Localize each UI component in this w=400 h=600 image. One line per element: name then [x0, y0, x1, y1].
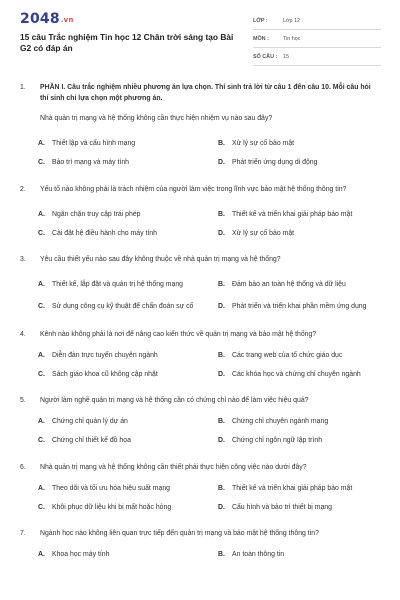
answer-option[interactable]	[218, 205, 390, 224]
answer-text: Chứng chỉ chuyên ngành mạng	[232, 418, 329, 425]
answer-letter: C.	[38, 229, 45, 237]
answer-option[interactable]	[218, 413, 390, 432]
answer-text: Phát triển và triển khai phần mềm ứng dụng	[232, 303, 367, 310]
answer-letter: A.	[38, 281, 45, 288]
meta-row-class	[253, 12, 381, 30]
document-header	[0, 0, 400, 70]
question-text	[20, 330, 380, 341]
answer-option[interactable]	[38, 276, 210, 295]
answer-letter: C.	[38, 437, 45, 444]
answer-letter: D.	[218, 159, 225, 166]
answer-options	[20, 546, 380, 565]
question-text	[20, 185, 380, 196]
answer-letter: C.	[38, 370, 45, 378]
answer-letter: B.	[218, 551, 225, 558]
answer-letter: A.	[38, 210, 45, 218]
question-text-content: Ngành học nào không liên quan trực tiếp đến quản trị mạng và bảo mật hệ thống thông tin?	[40, 530, 319, 537]
answer-options	[20, 479, 380, 517]
answer-letter: A.	[38, 551, 45, 558]
question-text-content: Kênh nào không phải là nơi để nâng cao kiến thức về quản trị mạng và bảo mật hệ thống?	[40, 330, 317, 338]
question-intro	[20, 83, 380, 104]
answer-text: Khoa học máy tính	[52, 551, 110, 558]
question-text	[20, 114, 380, 125]
section-instructions: PHẦN I. Câu trắc nghiệm nhiều phương án lựa chọn. Thí sinh trả lời từ câu 1 đến câu 10. Mỗi câu hỏi thí sinh chỉ lựa chọn một phương án.	[40, 84, 371, 102]
answer-option[interactable]	[38, 498, 210, 517]
answer-option[interactable]	[218, 365, 390, 384]
meta-key: LỚP :	[253, 17, 268, 24]
logo-suffix: .vn	[60, 16, 74, 24]
question-number: 2.	[20, 185, 26, 193]
question-number: 6.	[20, 463, 26, 471]
meta-value: 15	[283, 53, 289, 60]
question-text-content: Yếu tố nào không phải là trách nhiệm của người làm việc trong lĩnh vực bảo mật hệ thống thông tin?	[40, 185, 347, 193]
answer-text: Phát triển ứng dụng di động	[232, 159, 318, 166]
question-number: 7.	[20, 530, 26, 537]
answer-letter: D.	[218, 229, 225, 237]
answer-option[interactable]	[218, 432, 390, 451]
answer-option[interactable]	[38, 224, 210, 243]
question-number: 3.	[20, 256, 26, 263]
question-text-content: Người làm nghề quản trị mạng và hệ thống cần có chứng chỉ nào để làm việc hiệu quả?	[40, 397, 309, 404]
answer-options	[20, 135, 380, 173]
meta-value: Lớp 12	[283, 17, 301, 24]
question	[20, 463, 380, 518]
question	[20, 83, 380, 173]
answer-letter: C.	[38, 159, 45, 166]
answer-text: Xử lý sự cố bảo mật	[232, 229, 295, 237]
answer-options	[20, 205, 380, 243]
answer-letter: D.	[218, 437, 225, 444]
answer-letter: A.	[38, 140, 45, 147]
answer-option[interactable]	[38, 135, 210, 154]
answer-option[interactable]	[38, 479, 210, 498]
answer-options	[20, 413, 380, 451]
question-text-content: Yêu cầu thiết yếu nào sau đây không thuộc về nhà quản trị mạng và hệ thống?	[40, 256, 281, 263]
answer-option[interactable]	[38, 154, 210, 173]
meta-row-subject	[253, 30, 381, 48]
answer-option[interactable]	[218, 276, 390, 295]
answer-text: Chứng chỉ ngôn ngữ lập trình	[232, 437, 323, 444]
answer-text: An toàn thông tin	[232, 551, 285, 558]
logo-text: 2048	[20, 11, 60, 27]
question	[20, 529, 380, 565]
answer-text: Xử lý sự cố bảo mật	[232, 140, 295, 147]
question	[20, 330, 380, 385]
answer-option[interactable]	[38, 295, 210, 320]
answer-text: Bảo trì mạng và máy tính	[52, 159, 129, 166]
meta-table	[253, 12, 381, 66]
answer-text: Thiết kế, lắp đặt và quản trị hệ thống mạng	[52, 281, 184, 288]
answer-option[interactable]	[218, 295, 390, 320]
answer-letter: B.	[218, 210, 225, 218]
answer-option[interactable]	[218, 154, 390, 173]
answer-option[interactable]	[218, 346, 390, 365]
question-number: 1.	[20, 84, 26, 91]
question-number: 4.	[20, 330, 26, 338]
answer-letter: D.	[218, 303, 225, 310]
meta-row-count	[253, 48, 381, 66]
answer-option[interactable]	[38, 365, 210, 384]
answer-options	[20, 276, 380, 320]
answer-options	[20, 346, 380, 384]
answer-option[interactable]	[218, 135, 390, 154]
question	[20, 396, 380, 451]
answer-letter: B.	[218, 418, 225, 425]
meta-value: Tin học	[283, 35, 301, 42]
answer-text: Đảm bảo an toàn hệ thống và dữ liệu	[232, 281, 346, 288]
question-text-content: Nhà quản trị mạng và hệ thống không cần thiết phải thực hiện công việc nào dưới đây?	[40, 463, 307, 471]
answer-text: Cấu hình và bảo trì thiết bị mạng	[232, 503, 332, 511]
answer-text: Chứng chỉ thiết kế đồ họa	[52, 437, 131, 444]
answer-letter: A.	[38, 351, 45, 359]
answer-text: Thiết lập và cấu hình mạng	[52, 140, 136, 147]
answer-option[interactable]	[38, 205, 210, 224]
answer-option[interactable]	[38, 432, 210, 451]
answer-option[interactable]	[218, 224, 390, 243]
answer-option[interactable]	[218, 498, 390, 517]
question-text	[20, 255, 380, 266]
answer-option[interactable]	[38, 346, 210, 365]
answer-text: Sách giáo khoa cũ không cập nhật	[52, 370, 158, 378]
question-list	[20, 83, 380, 565]
answer-letter: D.	[218, 370, 225, 378]
question	[20, 185, 380, 244]
answer-letter: C.	[38, 303, 45, 310]
answer-text: Thiết kế và triển khai giải pháp bảo mật	[232, 210, 353, 218]
answer-text: Cài đặt hệ điều hành cho máy tính	[52, 229, 157, 237]
answer-letter: A.	[38, 418, 45, 425]
answer-letter: C.	[38, 503, 45, 511]
answer-letter: B.	[218, 140, 225, 147]
question-text-content: Nhà quản trị mạng và hệ thống không cần thực hiện nhiệm vụ nào sau đây?	[40, 115, 273, 122]
question	[20, 255, 380, 320]
answer-text: Khôi phục dữ liệu khi bị mất hoặc hỏng	[52, 503, 172, 511]
answer-text: Diễn đàn trực tuyến chuyên ngành	[52, 351, 158, 359]
answer-text: Theo dõi và tối ưu hóa hiệu suất mạng	[52, 484, 171, 492]
meta-key: MÔN :	[253, 35, 269, 42]
answer-option[interactable]	[218, 546, 390, 565]
answer-option[interactable]	[218, 479, 390, 498]
answer-letter: B.	[218, 281, 225, 288]
meta-key: SỐ CÂU :	[253, 53, 278, 60]
answer-text: Sử dụng công cụ kỹ thuật để chẩn đoán sự cố	[52, 303, 194, 310]
question-text	[20, 529, 380, 540]
question-text	[20, 396, 380, 407]
document-title: 15 câu Trắc nghiệm Tin học 12 Chân trời sáng tạo Bài G2 có đáp án	[20, 32, 234, 53]
answer-text: Thiết kế và triển khai giải pháp bảo mật	[232, 484, 353, 492]
answer-option[interactable]	[38, 546, 210, 565]
answer-letter: B.	[218, 484, 225, 492]
answer-text: Các trang web của tổ chức giáo dục	[232, 351, 343, 359]
site-logo[interactable]	[20, 11, 74, 27]
answer-option[interactable]	[38, 413, 210, 432]
answer-letter: D.	[218, 503, 225, 511]
answer-letter: A.	[38, 484, 45, 492]
answer-text: Ngăn chặn truy cập trái phép	[52, 210, 141, 218]
question-number: 5.	[20, 397, 26, 404]
question-text	[20, 463, 380, 474]
answer-text: Chứng chỉ quản lý dự án	[52, 418, 128, 425]
answer-text: Các khóa học và chứng chỉ chuyên ngành	[232, 370, 361, 378]
answer-letter: B.	[218, 351, 225, 359]
